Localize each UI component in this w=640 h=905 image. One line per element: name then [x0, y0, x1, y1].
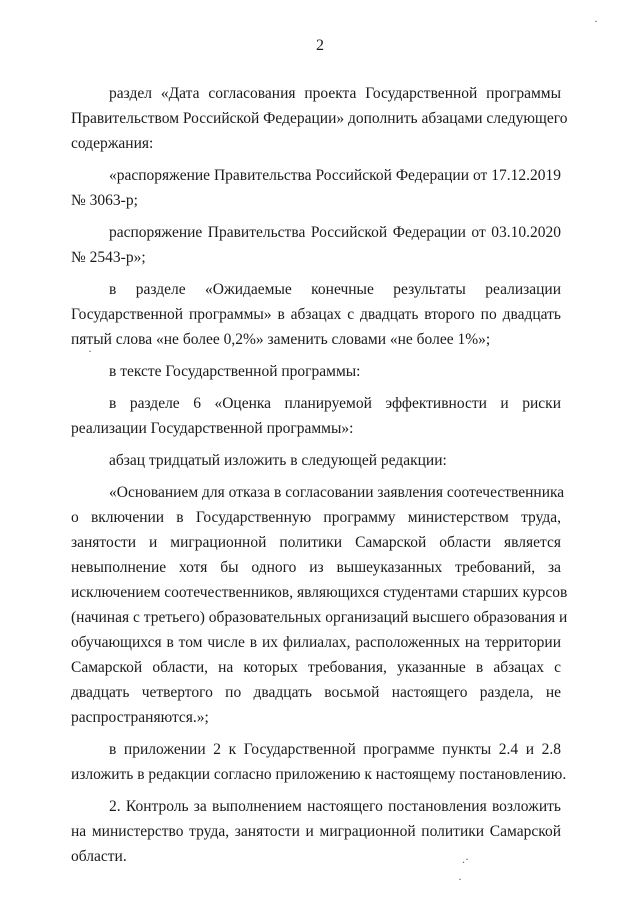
text-line: Самарской области, на которых требования, указанные в абзацах с — [71, 659, 561, 676]
text-line: «Основанием для отказа в согласовании заявления соотечественника — [109, 484, 565, 501]
text-line: раздел «Дата согласования проекта Государственной программы — [109, 85, 561, 102]
paragraph — [71, 81, 568, 156]
text-line: № 2543-р»; — [71, 249, 146, 266]
text-line: № 3063-р; — [71, 192, 138, 209]
text-line: реализации Государственной программы»: — [71, 420, 354, 437]
paragraph — [71, 448, 561, 473]
text-line: на министерство труда, занятости и миграционной политики Самарской — [71, 823, 561, 840]
text-line: абзац тридцатый изложить в следующей редакции: — [109, 452, 447, 469]
text-line: «распоряжение Правительства Российской Федерации от 17.12.2019 — [109, 167, 561, 184]
paragraph — [71, 359, 561, 384]
paragraph — [71, 794, 561, 869]
text-line: двадцать четвертого по двадцать восьмой настоящего раздела, не — [71, 684, 561, 701]
scan-mark: · — [594, 14, 598, 28]
paragraph — [71, 391, 561, 441]
page-number: 2 — [316, 37, 324, 54]
text-line: невыполнение хотя бы одного из вышеуказанных требований, за — [71, 559, 561, 576]
text-line: 2. Контроль за выполнением настоящего постановления возложить — [109, 798, 561, 815]
text-line: содержания: — [71, 135, 154, 152]
text-line: пятый слова «не более 0,2%» заменить словами «не более 1%»; — [71, 331, 491, 348]
scan-mark: · — [88, 344, 92, 358]
document-body — [71, 81, 568, 876]
text-line: в приложении 2 к Государственной программе пункты 2.4 и 2.8 — [109, 741, 561, 758]
text-line: распространяются.»; — [71, 709, 209, 726]
paragraph — [71, 737, 567, 787]
text-line: исключением соотечественников, являющихся студентами старших курсов — [71, 584, 568, 601]
text-line: обучающихся в том числе в их филиалах, расположенных на территории — [71, 634, 561, 651]
text-line: о включении в Государственную программу министерством труда, — [71, 509, 561, 526]
text-line: области. — [71, 848, 127, 865]
text-line: Правительством Российской Федерации» дополнить абзацами следующего — [71, 110, 568, 127]
text-line: Государственной программы» в абзацах с двадцать второго по двадцать — [71, 306, 561, 323]
text-line: изложить в редакции согласно приложению к настоящему постановлению. — [71, 766, 567, 783]
paragraph — [71, 480, 568, 730]
scan-mark: .· — [462, 852, 469, 866]
scan-mark: · — [458, 872, 462, 886]
text-line: в тексте Государственной программы: — [109, 363, 361, 380]
paragraph — [71, 277, 561, 352]
text-line: распоряжение Правительства Российской Федерации от 03.10.2020 — [109, 224, 561, 241]
paragraph — [71, 220, 561, 270]
text-line: в разделе 6 «Оценка планируемой эффективности и риски — [109, 395, 561, 412]
paragraph — [71, 163, 561, 213]
text-line: (начиная с третьего) образовательных организаций высшего образования и — [71, 609, 568, 626]
text-line: в разделе «Ожидаемые конечные результаты реализации — [109, 281, 561, 298]
text-line: занятости и миграционной политики Самарской области является — [71, 534, 561, 551]
